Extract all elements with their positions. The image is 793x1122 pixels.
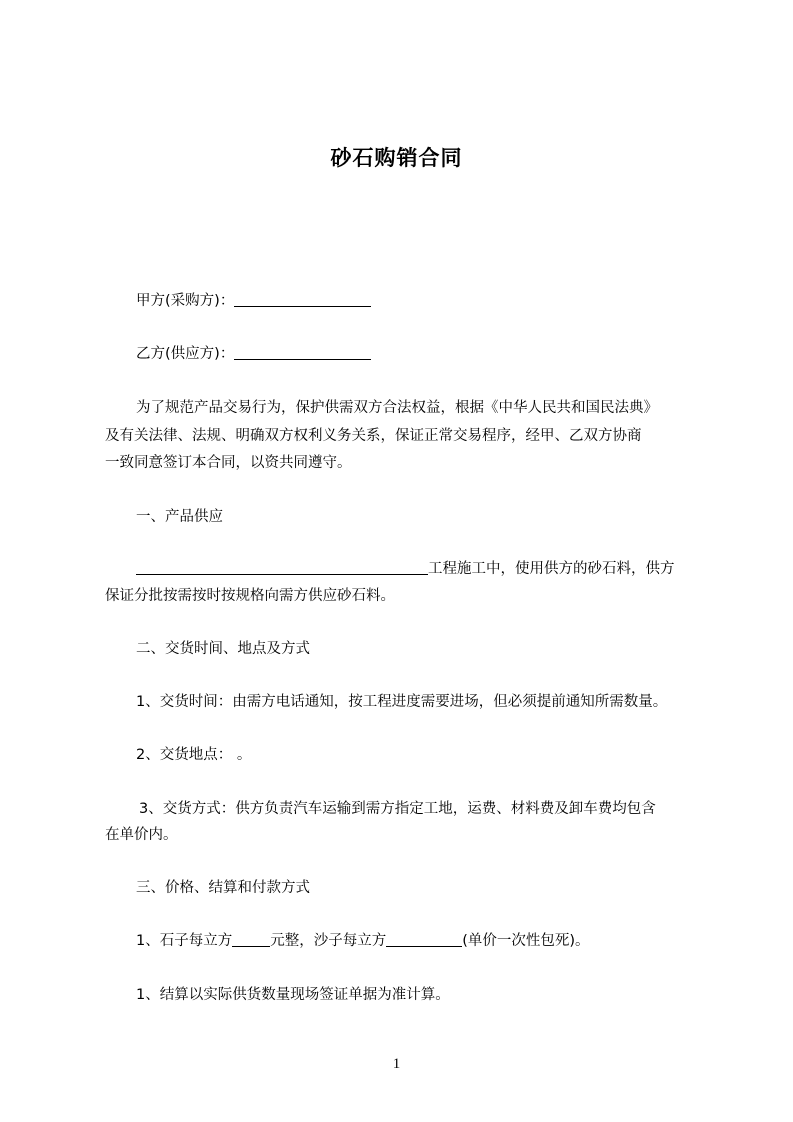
section3-item1-part2: 元整，沙子每立方	[270, 933, 387, 949]
stone-price-blank	[232, 931, 270, 947]
section3-item1-part1: 1、石子每立方	[136, 933, 233, 949]
intro-line-1: 为了规范产品交易行为，保护供需双方合法权益，根据《中华人民共和国民法典》	[136, 400, 658, 416]
section1-line-2: 保证分批按需按时按规格向需方供应砂石料。	[105, 588, 395, 604]
party-a-blank	[234, 291, 371, 307]
section2-item-3-line-1: 3、交货方式：供方负责汽车运输到需方指定工地，运费、材料费及卸车费均包含	[139, 801, 656, 817]
party-a-label: 甲方(采购方)：	[136, 293, 235, 309]
section1-line-1	[136, 557, 756, 581]
page-number: 1	[392, 1056, 401, 1072]
section2-heading: 二、交货时间、地点及方式	[136, 641, 310, 657]
section1-line1-text: 工程施工中，使用供方的砂石料，供方	[428, 561, 675, 577]
section3-heading: 三、价格、结算和付款方式	[136, 880, 310, 896]
party-b-line	[136, 342, 756, 366]
section3-item-1	[136, 929, 756, 953]
party-b-label: 乙方(供应方)：	[136, 346, 235, 362]
sand-price-blank	[386, 931, 462, 947]
page-title: 砂石购销合同	[330, 146, 463, 170]
party-a-line	[136, 289, 756, 313]
section3-item1-part3: (单价一次性包死)。	[462, 933, 590, 949]
intro-line-3: 一致同意签订本合同，以资共同遵守。	[105, 455, 352, 471]
section1-heading: 一、产品供应	[136, 509, 223, 525]
section2-item-1: 1、交货时间：由需方电话通知，按工程进度需要进场，但必须提前通知所需数量。	[136, 694, 668, 710]
party-b-blank	[234, 344, 371, 360]
section2-item-3-line-2: 在单价内。	[105, 827, 178, 843]
project-name-blank	[136, 559, 428, 575]
intro-line-2: 及有关法律、法规、明确双方权利义务关系，保证正常交易程序，经甲、乙双方协商	[105, 428, 642, 444]
section2-item-2: 2、交货地点： 。	[136, 747, 252, 763]
section3-item-2: 1、结算以实际供货数量现场签证单据为准计算。	[136, 987, 450, 1003]
